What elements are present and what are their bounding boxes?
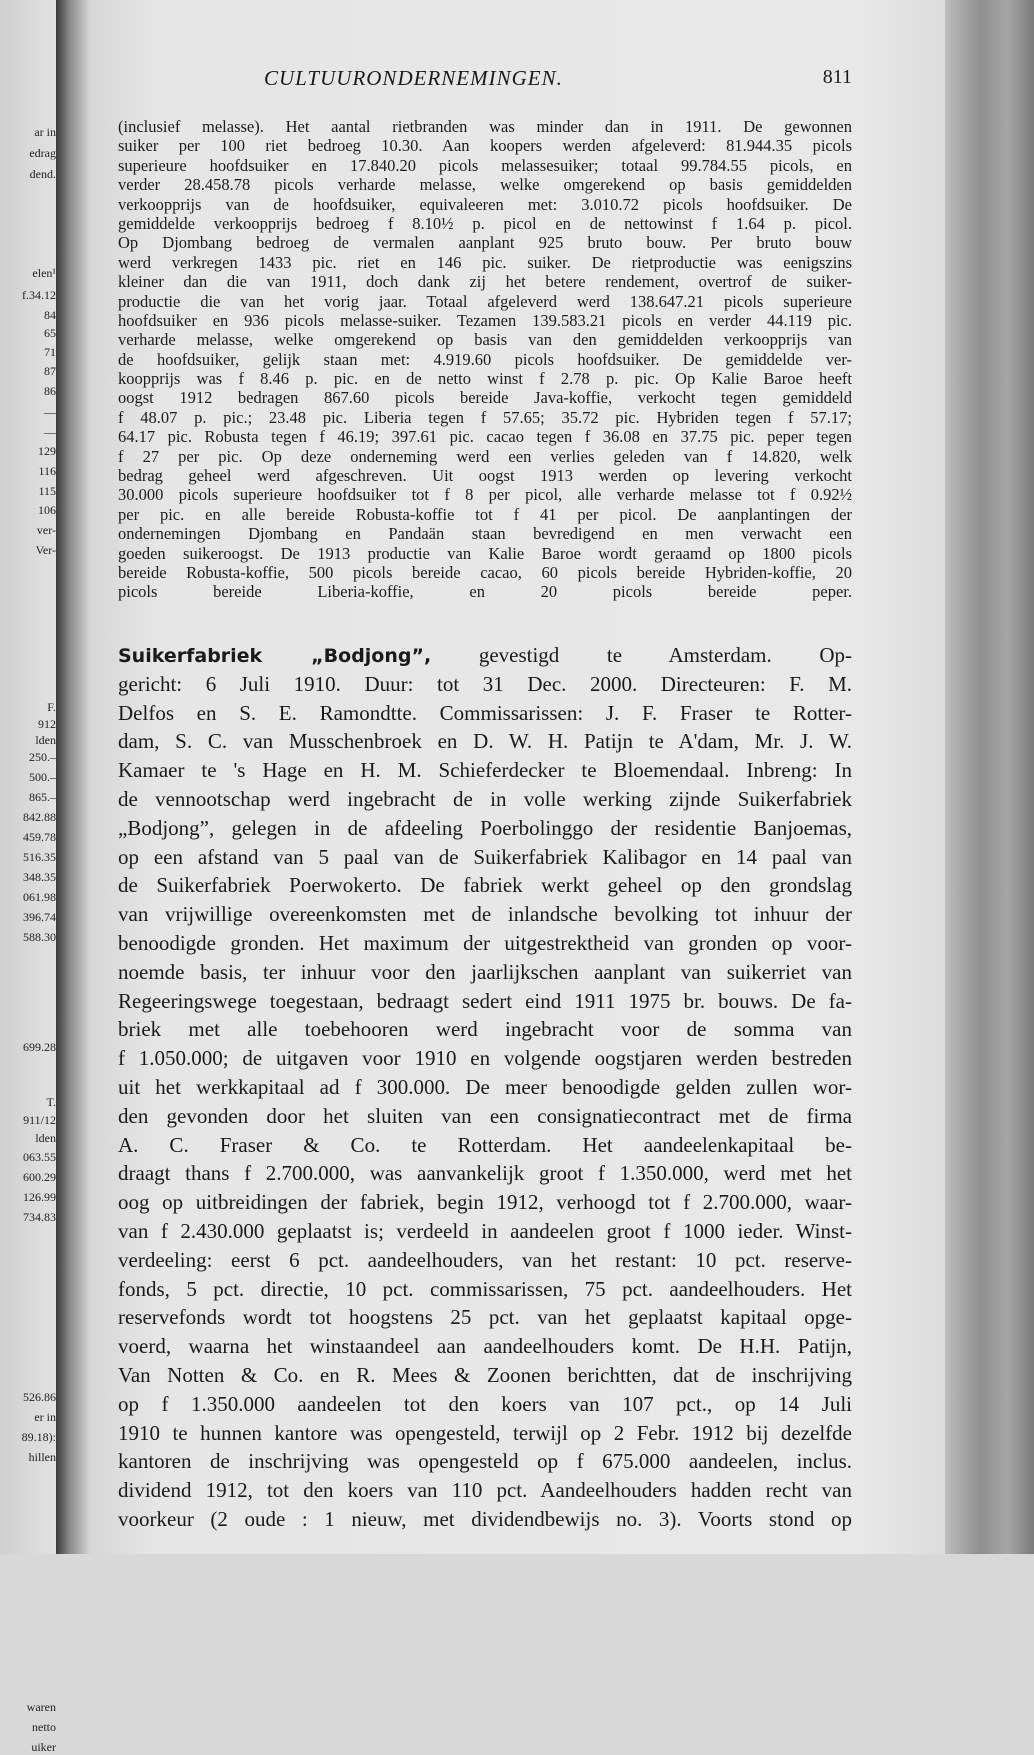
text-line-rest: gevestigd te Amsterdam. Op-: [478, 643, 852, 667]
margin-fragment: er in: [34, 1410, 56, 1424]
margin-fragment: 89.18):: [21, 1430, 56, 1444]
margin-fragment: 911/12: [23, 1113, 56, 1127]
text-line: reservefonds wordt tot hoogstens 25 pct. van het geplaatst kapitaal opge-: [118, 1305, 852, 1330]
margin-fragment: 348.35: [23, 870, 56, 884]
text-line: verkoopprijs van de hoofdsuiker, equivaleeren met: 3.010.72 picols hoofdsuiker. De: [118, 194, 852, 214]
text-line: op een afstand van 5 paal van de Suikerfabriek Kalibagor en 14 paal van: [118, 844, 852, 869]
margin-fragment: 500.–: [29, 770, 56, 784]
margin-fragment: lden: [35, 733, 56, 747]
text-line: ondernemingen Djombang en Pandaän staan bevredigend en men verwacht een: [118, 524, 852, 544]
margin-fragment: F.: [47, 700, 56, 714]
margin-fragment: Ver-: [35, 543, 56, 557]
text-line: Regeeringswege toegestaan, bedraagt sedert eind 1911 1975 br. bouws. De fa-: [118, 988, 852, 1013]
text-line: voorkeur (2 oude : 1 nieuw, met dividendbewijs no. 3). Voorts stond op: [118, 1506, 852, 1531]
text-line: verdeeling: eerst 6 pct. aandeelhouders, van het restant: 10 pct. reserve-: [118, 1247, 852, 1272]
margin-fragment: 396.74: [23, 910, 56, 924]
margin-fragment: 250.–: [29, 750, 56, 764]
text-line: goeden suikeroogst. De 1913 productie van Kalie Baroe wordt geraamd op 1800 picols: [118, 543, 852, 563]
text-line: productie die van het vorig jaar. Totaal afgeleverd werd 138.647.21 picols superieure: [118, 291, 852, 311]
margin-fragment: T.: [46, 1095, 56, 1109]
margin-fragment: edrag: [29, 146, 56, 160]
text-line: [118, 641, 852, 670]
text-line: per pic. en alle bereide Robusta-koffie tot f 41 per picol. De aanplantingen der: [118, 504, 852, 524]
margin-fragment: 061.98: [23, 890, 56, 904]
margin-fragment: elen¹: [32, 266, 56, 280]
text-line: superieure hoofdsuiker en 17.840.20 picols melassesuiker; totaal 99.784.55 picols, en: [118, 155, 852, 175]
text-line: fonds, 5 pct. directie, 10 pct. commissarissen, 75 pct. aandeelhouders. Het: [118, 1276, 852, 1301]
margin-fragment: 116: [38, 464, 56, 478]
text-line: 1910 te hunnen kantore was opengesteld, terwijl op 2 Febr. 1912 bij dezelfde: [118, 1420, 852, 1445]
margin-fragment: 516.35: [23, 850, 56, 864]
text-line: van vrijwillige overeenkomsten met de inlandsche bevolking tot inhuur der: [118, 902, 852, 927]
text-line: verharde melasse, welke omgerekend op basis van den gemiddelden verkoopprijs van: [118, 330, 852, 350]
margin-fragment: 129: [38, 444, 56, 458]
margin-fragment: 106: [38, 503, 56, 517]
text-line: oog op uitbreidingen der fabriek, begin 1912, verhoogd tot f 2.700.000, waar-: [118, 1190, 852, 1215]
margin-fragment: uiker: [31, 1740, 56, 1754]
margin-fragment: 699.28: [23, 1040, 56, 1054]
text-line: A. C. Fraser & Co. te Rotterdam. Het aandeelenkapitaal be-: [118, 1132, 852, 1157]
text-line: (inclusief melasse). Het aantal rietbranden was minder dan in 1911. De gewonnen: [118, 117, 852, 136]
margin-fragment: hillen: [28, 1450, 56, 1464]
margin-fragment: waren: [26, 1700, 56, 1714]
margin-fragment: dend.: [29, 167, 56, 181]
text-line: Delfos en S. E. Ramondtte. Commissarissen: J. F. Fraser te Rotter-: [118, 700, 852, 725]
text-line: uit het werkkapitaal ad f 300.000. De meer benoodigde gelden zullen wor-: [118, 1074, 852, 1099]
margin-fragment: 063.55: [23, 1150, 56, 1164]
header-title: CULTUURONDERNEMINGEN.: [264, 66, 563, 90]
text-line: Van Notten & Co. en R. Mees & Zoonen berichtten, dat de inschrijving: [118, 1362, 852, 1387]
text-line: dividend 1912, tot den koers van 110 pct. Aandeelhouders hadden recht van: [118, 1478, 852, 1503]
section-suikerfabriek-bodjong: [118, 641, 852, 1534]
page-edge-shadow: [945, 0, 1034, 1554]
text-line: den gevonden door het sluiten van een consignatiecontract met de firma: [118, 1103, 852, 1128]
margin-fragment: 65: [44, 326, 56, 340]
margin-fragment: —: [44, 405, 56, 419]
text-line: hoofdsuiker en 936 picols melasse-suiker. Tezamen 139.583.21 picols en verder 44.119 pic.: [118, 310, 852, 330]
text-line: f 27 per pic. Op deze onderneming werd een verlies geleden van f 14.820, welk: [118, 446, 852, 466]
margin-fragment: 588.30: [23, 930, 56, 944]
company-name: Suikerfabriek „Bodjong”,: [118, 645, 432, 667]
margin-fragment: 865.–: [29, 790, 56, 804]
text-line: oogst 1912 bedragen 867.60 picols bereide Java-koffie, verkocht tegen gemiddeld: [118, 388, 852, 408]
text-line: de hoofdsuiker, gelijk staan met: 4.919.60 picols hoofdsuiker. De gemiddelde ver-: [118, 349, 852, 369]
text-line: de Suikerfabriek Poerwokerto. De fabriek werkt geheel op den grondslag: [118, 873, 852, 898]
margin-fragment: —: [44, 425, 56, 439]
margin-fragment: 459.78: [23, 830, 56, 844]
page-number: 811: [822, 66, 852, 88]
text-line: de vennootschap werd ingebracht de in volle werking zijnde Suikerfabriek: [118, 786, 852, 811]
text-line: voerd, waarna het winstaandeel aan aandeelhouders komt. De H.H. Patijn,: [118, 1334, 852, 1359]
text-line: „Bodjong”, gelegen in de afdeeling Poerbolinggo der residentie Banjoemas,: [118, 815, 852, 840]
text-line: draagt thans f 2.700.000, was aanvankelijk groot f 1.350.000, werd met het: [118, 1161, 852, 1186]
text-line: f 1.050.000; de uitgaven voor 1910 en volgende oogstjaren werden bestreden: [118, 1046, 852, 1071]
margin-fragment: 912: [38, 717, 56, 731]
text-line: van f 2.430.000 geplaatst is; verdeeld in aandeelen groot f 1000 ieder. Winst-: [118, 1218, 852, 1243]
margin-fragment: 84: [44, 308, 56, 322]
text-line: Op Djombang bedroeg de vermalen aanplant 925 bruto bouw. Per bruto bouw: [118, 233, 852, 253]
margin-fragment: 842.88: [23, 810, 56, 824]
margin-fragment: lden: [35, 1131, 56, 1145]
margin-fragment: 600.29: [23, 1170, 56, 1184]
text-line: 64.17 pic. Robusta tegen f 46.19; 397.61 pic. cacao tegen f 36.08 en 37.75 pic. peper tegen: [118, 427, 852, 447]
running-header: [118, 66, 852, 96]
text-line: verder 28.458.78 picols verharde melasse, welke omgerekend op basis gemiddelden: [118, 175, 852, 195]
text-line: bedrag geheel werd afgeschreven. Uit oogst 1913 werden op levering verkocht: [118, 466, 852, 486]
text-line: dam, S. C. van Musschenbroek en D. W. H. Patijn te A'dam, Mr. J. W.: [118, 729, 852, 754]
margin-fragment: 526.86: [23, 1390, 56, 1404]
text-line: 30.000 picols superieure hoofdsuiker tot f 8 per picol, alle verharde melasse tot f 0.92½: [118, 485, 852, 505]
margin-fragment: netto: [32, 1720, 56, 1734]
text-line: benoodigde gronden. Het maximum der uitgestrektheid van gronden op voor-: [118, 930, 852, 955]
text-line: briek met alle toebehooren werd ingebracht voor de somma van: [118, 1017, 852, 1042]
text-line: bereide Robusta-koffie, 500 picols bereide cacao, 60 picols bereide Hybriden-koffie, 20: [118, 562, 852, 582]
margin-fragment: 86: [44, 384, 56, 398]
section-kalie-baroe-report: [118, 117, 852, 602]
margin-fragment: 87: [44, 364, 56, 378]
text-line: op f 1.350.000 aandeelen tot den koers van 107 pct., op 14 Juli: [118, 1391, 852, 1416]
text-line: picols bereide Liberia-koffie, en 20 picols bereide peper.: [118, 582, 852, 602]
text-line: gericht: 6 Juli 1910. Duur: tot 31 Dec. 2000. Directeuren: F. M.: [118, 671, 852, 696]
margin-fragment: 126.99: [23, 1190, 56, 1204]
text-line: kleiner dan die van 1911, doch dank zij het betere rendement, overtrof de suiker-: [118, 272, 852, 292]
text-line: noemde basis, ter inhuur voor den jaarlijkschen aanplant van suikerriet van: [118, 959, 852, 984]
text-line: Kamaer te 's Hage en H. M. Schieferdecker te Bloemendaal. Inbreng: In: [118, 758, 852, 783]
text-line: werd verkregen 1433 pic. riet en 146 pic. suiker. De rietproductie was eenigszins: [118, 252, 852, 272]
text-line: suiker per 100 riet bedroeg 10.30. Aan koopers werden afgeleverd: 81.944.35 picols: [118, 136, 852, 156]
margin-fragment: ver-: [36, 523, 56, 537]
text-line: f 48.07 p. pic.; 23.48 pic. Liberia tegen f 57.65; 35.72 pic. Hybriden tegen f 57.17;: [118, 407, 852, 427]
text-line: koopprijs was f 8.46 p. pic. en de netto winst f 2.78 p. pic. Op Kalie Baroe heeft: [118, 369, 852, 389]
margin-fragment: 115: [38, 484, 56, 498]
margin-fragment: 71: [44, 345, 56, 359]
margin-fragment: f.34.12: [22, 288, 56, 302]
text-line: gemiddelde verkoopprijs bedroeg f 8.10½ p. picol en de nettowinst f 1.64 p. picol.: [118, 213, 852, 233]
margin-fragment: ar in: [34, 125, 56, 139]
text-line: kantoren de inschrijving was opengesteld op f 675.000 aandeelen, inclus.: [118, 1449, 852, 1474]
book-gutter: [56, 0, 90, 1554]
margin-fragment: 734.83: [23, 1210, 56, 1224]
